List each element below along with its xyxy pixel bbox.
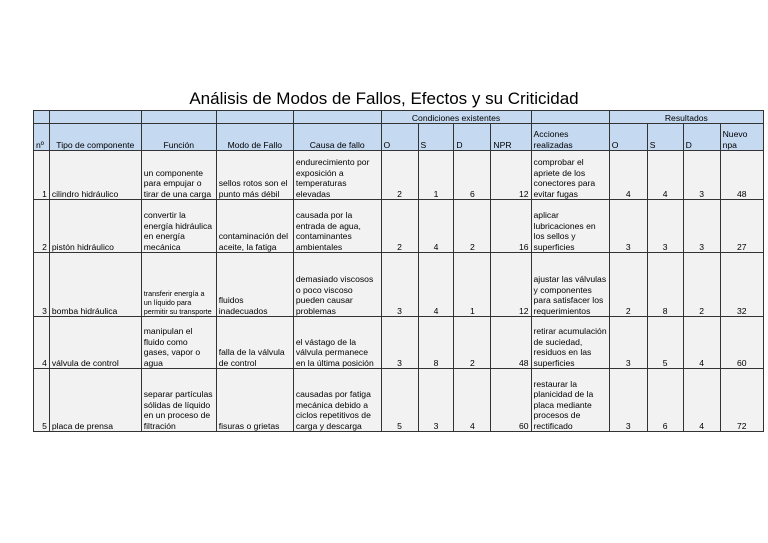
new-detection-value: 4 <box>683 369 720 432</box>
severity-value: 4 <box>418 200 454 253</box>
actions-cell: comprobar el apriete de los conectores para evitar fugas <box>531 151 609 200</box>
fmeca-table <box>33 110 764 432</box>
new-occurrence-value: 3 <box>609 369 647 432</box>
header-group-results: Resultados <box>609 111 763 124</box>
new-npa-value: 27 <box>720 200 763 253</box>
new-severity-value: 5 <box>647 317 683 369</box>
new-severity-value: 6 <box>647 369 683 432</box>
header-group-conditions: Condiciones existentes <box>381 111 531 124</box>
failure-cause-cell: causada por la entrada de agua, contaminantes ambientales <box>293 200 381 253</box>
header-blank-cell <box>216 111 293 124</box>
row-number: 2 <box>34 200 50 253</box>
occurrence-value: 2 <box>381 200 418 253</box>
row-number: 3 <box>34 253 50 317</box>
severity-value: 3 <box>418 369 454 432</box>
new-severity-value: 4 <box>647 151 683 200</box>
header-col-new-severity: S <box>647 124 683 151</box>
table-row <box>34 369 764 432</box>
header-blank-cell <box>531 111 609 124</box>
table-row <box>34 200 764 253</box>
header-col-occurrence: O <box>381 124 418 151</box>
function-cell: manipulan el fluido como gases, vapor o agua <box>141 317 216 369</box>
new-npa-value: 72 <box>720 369 763 432</box>
new-npa-value: 60 <box>720 317 763 369</box>
new-occurrence-value: 2 <box>609 253 647 317</box>
failure-cause-cell: el vástago de la válvula permanece en la última posición <box>293 317 381 369</box>
detection-value: 6 <box>454 151 491 200</box>
new-severity-value: 3 <box>647 200 683 253</box>
new-detection-value: 2 <box>683 253 720 317</box>
failure-mode-cell: fisuras o grietas <box>216 369 293 432</box>
occurrence-value: 2 <box>381 151 418 200</box>
severity-value: 4 <box>418 253 454 317</box>
new-detection-value: 4 <box>683 317 720 369</box>
component-type: placa de prensa <box>49 369 141 432</box>
table-row <box>34 151 764 200</box>
component-type: pistón hidráulico <box>49 200 141 253</box>
failure-mode-cell: fluidos inadecuados <box>216 253 293 317</box>
header-col-number: nº <box>34 124 50 151</box>
failure-mode-cell: falla de la válvula de control <box>216 317 293 369</box>
failure-cause-cell: causadas por fatiga mecánica debido a ciclos repetitivos de carga y descarga <box>293 369 381 432</box>
failure-cause-cell: demasiado viscosos o poco viscoso pueden causar problemas <box>293 253 381 317</box>
component-type: bomba hidráulica <box>49 253 141 317</box>
detection-value: 1 <box>454 253 491 317</box>
row-number: 5 <box>34 369 50 432</box>
header-col-actions: Acciones realizadas <box>531 124 609 151</box>
new-occurrence-value: 3 <box>609 317 647 369</box>
severity-value: 1 <box>418 151 454 200</box>
failure-mode-cell: sellos rotos son el punto más débil <box>216 151 293 200</box>
header-col-npr: NPR <box>491 124 531 151</box>
severity-value: 8 <box>418 317 454 369</box>
detection-value: 2 <box>454 200 491 253</box>
document-title: Análisis de Modos de Fallos, Efectos y su Criticidad <box>189 89 579 108</box>
header-col-detection: D <box>454 124 491 151</box>
row-number: 1 <box>34 151 50 200</box>
header-col-failure-mode: Modo de Fallo <box>216 124 293 151</box>
header-col-new-detection: D <box>683 124 720 151</box>
npr-value: 60 <box>491 369 531 432</box>
header-blank-cell <box>34 111 50 124</box>
header-col-new-occurrence: O <box>609 124 647 151</box>
function-cell: separar partículas sólidas de líquido en un proceso de filtración <box>141 369 216 432</box>
actions-cell: restaurar la planicidad de la placa mediante procesos de rectificado <box>531 369 609 432</box>
table-row <box>34 253 764 317</box>
header-col-failure-cause: Causa de fallo <box>293 124 381 151</box>
detection-value: 2 <box>454 317 491 369</box>
actions-cell: ajustar las válvulas y componentes para satisfacer los requerimientos <box>531 253 609 317</box>
header-col-new-npa: Nuevo npa <box>720 124 763 151</box>
header-col-function: Función <box>141 124 216 151</box>
new-npa-value: 48 <box>720 151 763 200</box>
npr-value: 12 <box>491 253 531 317</box>
function-cell: un componente para empujar o tirar de una carga <box>141 151 216 200</box>
header-col-severity: S <box>418 124 454 151</box>
failure-cause-cell: endurecimiento por exposición a temperaturas elevadas <box>293 151 381 200</box>
header-blank-cell <box>141 111 216 124</box>
new-npa-value: 32 <box>720 253 763 317</box>
function-cell: transferir energía a un líquido para permitir su transporte <box>141 253 216 317</box>
new-occurrence-value: 3 <box>609 200 647 253</box>
new-detection-value: 3 <box>683 200 720 253</box>
new-severity-value: 8 <box>647 253 683 317</box>
component-type: válvula de control <box>49 317 141 369</box>
table-row <box>34 317 764 369</box>
occurrence-value: 5 <box>381 369 418 432</box>
npr-value: 12 <box>491 151 531 200</box>
new-occurrence-value: 4 <box>609 151 647 200</box>
header-blank-cell <box>49 111 141 124</box>
actions-cell: aplicar lubricaciones en los sellos y superficies <box>531 200 609 253</box>
occurrence-value: 3 <box>381 317 418 369</box>
header-blank-cell <box>293 111 381 124</box>
component-type: cilindro hidráulico <box>49 151 141 200</box>
detection-value: 4 <box>454 369 491 432</box>
header-col-component-type: Tipo de componente <box>49 124 141 151</box>
new-detection-value: 3 <box>683 151 720 200</box>
failure-mode-cell: contaminación del aceite, la fatiga <box>216 200 293 253</box>
function-cell: convertir la energía hidráulica en energía mecánica <box>141 200 216 253</box>
actions-cell: retirar acumulación de suciedad, residuos en las superficies <box>531 317 609 369</box>
row-number: 4 <box>34 317 50 369</box>
npr-value: 48 <box>491 317 531 369</box>
npr-value: 16 <box>491 200 531 253</box>
occurrence-value: 3 <box>381 253 418 317</box>
